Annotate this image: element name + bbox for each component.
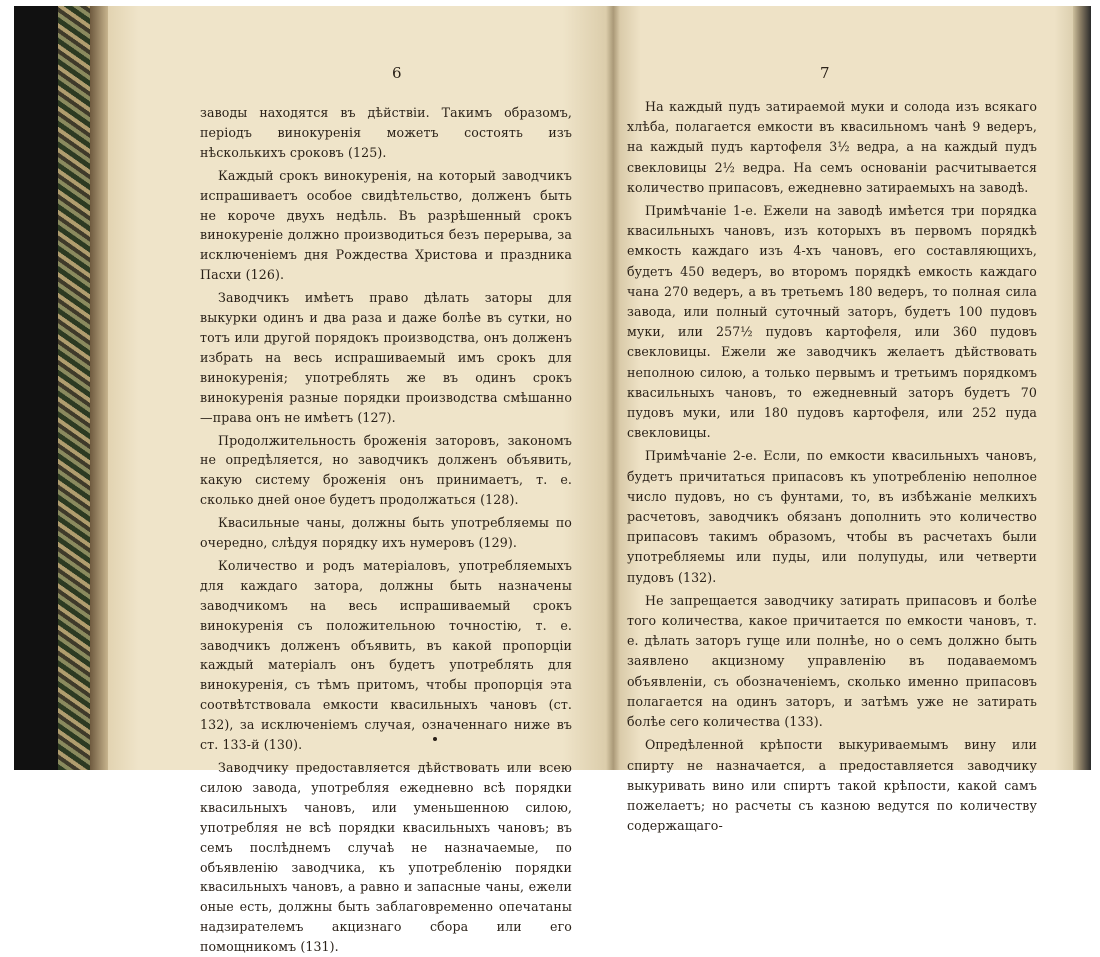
page-text bbox=[200, 103, 572, 957]
paragraph: На каждый пудъ затираемой муки и солода изъ всякаго хлѣба, полагается емкости въ квасильномъ чанѣ 9 ведеръ, на каждый пудъ картофеля 3½ ведра, а на каждый пудъ свекловицы 2½ ведра. На семъ основаніи расчитывается количество припасовъ, ежедневно затираемыхъ на заводѣ. bbox=[627, 99, 1037, 195]
paragraph: Заводчикъ имѣетъ право дѣлать заторы для выкурки одинъ и два раза и даже болѣе въ сутки, но тотъ или другой порядокъ производства, онъ долженъ избрать на весь испрашиваемый имъ срокъ для винокуренія; употреблять же въ одинъ срокъ винокуренія разные порядки производства смѣшанно—права онъ не имѣетъ (127). bbox=[200, 290, 572, 425]
ink-dot bbox=[433, 737, 437, 741]
paragraph: Не запрещается заводчику затирать припасовъ и болѣе того количества, какое причитается по емкости чановъ, т. е. дѣлать заторъ гуще или полнѣе, но о семъ должно быть заявлено акцизному управленію въ подаваемомъ объявленіи, съ обозначеніемъ, сколько именно припасовъ полагается на одинъ заторъ, и затѣмъ уже не затирать болѣе сего количества (133). bbox=[627, 592, 1037, 730]
paragraph: Опредѣленной крѣпости выкуриваемымъ вину или спирту не назначается, а предоставляется заводчику выкуривать вино или спиртъ такой крѣпости, какой самъ пожелаетъ; но расчеты съ казною ведутся по количеству содержащаго- bbox=[627, 737, 1037, 834]
paragraph: Квасильные чаны, должны быть употребляемы по очередно, слѣдуя порядку ихъ нумеровъ (129). bbox=[200, 515, 572, 551]
book-binding bbox=[58, 6, 108, 770]
paragraph: Каждый срокъ винокуренія, на который заводчикъ испрашиваетъ особое свидѣтельство, долженъ быть не короче двухъ недѣль. Въ разрѣшенный срокъ винокуреніе должно производиться безъ перерыва, за исключеніемъ дня Рождества Христова и праздника Пасхи (126). bbox=[200, 167, 572, 283]
paragraph: Количество и родъ матеріаловъ, употребляемыхъ для каждаго затора, должны быть назначены заводчикомъ на весь испрашиваемый срокъ винокуренія съ положительною точностію, т. е. заводчикъ долженъ объявить, въ какой пропорціи каждый матеріалъ онъ будетъ употреблять для винокуренія, съ тѣмъ притомъ, чтобы пропорція эта соотвѣтствовала емкости квасильныхъ чановъ (ст. 132), за исключеніемъ случая, означеннаго ниже въ ст. 133-й (130). bbox=[200, 557, 572, 753]
page-number: 6 bbox=[392, 64, 402, 82]
paragraph: Примѣчаніе 2-е. Если, по емкости квасильныхъ чановъ, будетъ причитаться припасовъ къ употребленію неполное число пудовъ, но съ фунтами, то, въ избѣжаніе мелкихъ расчетовъ, заводчикъ обязанъ дополнить это количество припасовъ такимъ образомъ, чтобы въ расчетахъ были употребляемы или пуды, или полупуды, или четверти пудовъ (132). bbox=[627, 448, 1037, 585]
page-edges bbox=[1073, 6, 1091, 770]
paragraph: заводы находятся въ дѣйствіи. Такимъ образомъ, періодъ винокуренія можетъ состоять изъ нѣсколькихъ сроковъ (125). bbox=[200, 105, 572, 160]
book-gutter bbox=[606, 6, 620, 770]
left-page bbox=[108, 6, 613, 955]
page-number: 7 bbox=[820, 64, 830, 82]
page-text bbox=[627, 97, 1037, 836]
paragraph: Продолжительность броженія заторовъ, закономъ не опредѣляется, но заводчикъ долженъ объявить, какую систему броженія онъ принимаетъ, т. е. сколько дней оное будетъ продолжаться (128). bbox=[200, 432, 572, 508]
right-page bbox=[613, 6, 1073, 834]
paragraph: Заводчику предоставляется дѣйствовать или всею силою завода, употребляя ежедневно всѣ порядки квасильныхъ чановъ, или уменьшенною силою, употребляя не всѣ порядки квасильныхъ чановъ; въ семъ послѣднемъ случаѣ не назначаемые, по объявленію заводчика, къ употребленію порядки квасильныхъ чановъ, а равно и запасные чаны, ежели оные есть, должны быть заблаговременно опечатаны надзирателемъ акцизнаго сбора или его помощникомъ (131). bbox=[200, 760, 572, 955]
paragraph: Примѣчаніе 1-е. Ежели на заводѣ имѣется три порядка квасильныхъ чановъ, изъ которыхъ въ первомъ порядкѣ емкость каждаго изъ 4-хъ чановъ, его составляющихъ, будетъ 450 ведеръ, во второмъ порядкѣ емкость каждаго чана 270 ведеръ, а въ третьемъ 180 ведеръ, то полная сила завода, или полный суточный заторъ, будетъ 100 пудовъ муки, или 257½ пудовъ картофеля, или 360 пудовъ свекловицы. Ежели же заводчикъ желаетъ дѣйствовать неполною силою, а только первымъ и третьимъ порядкомъ квасильныхъ чановъ, то ежедневный заторъ будетъ 70 пудовъ муки, или 180 пудовъ картофеля, или 252 пуда свекловицы. bbox=[627, 203, 1037, 441]
